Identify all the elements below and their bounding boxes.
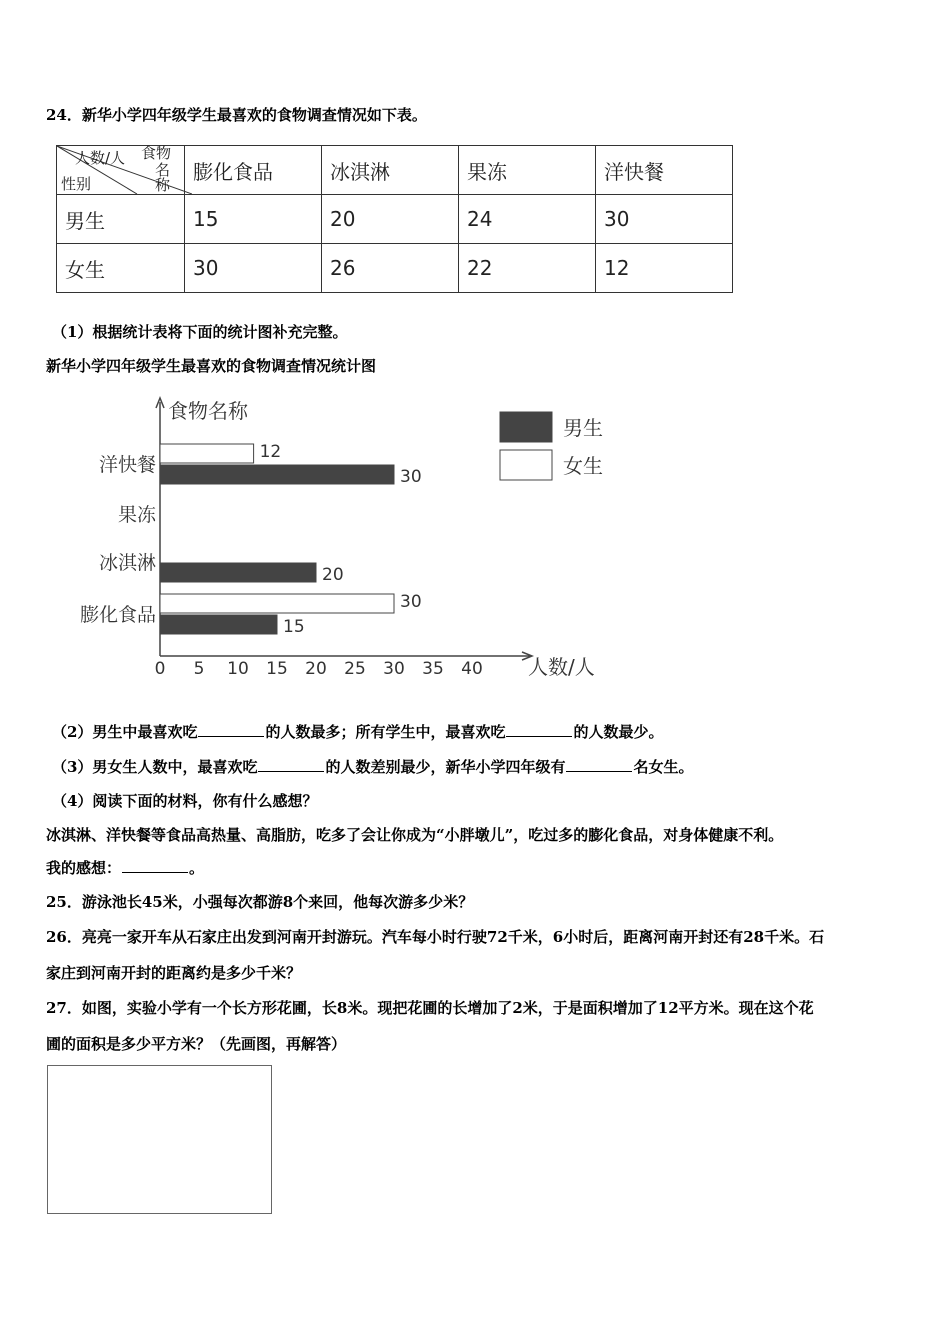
answer-blank[interactable] — [122, 858, 188, 873]
table-cell: 26 — [322, 244, 459, 293]
table-header-cell: 洋快餐 — [596, 146, 733, 195]
corner-label-count: 人数/人 — [75, 149, 126, 167]
bar-chart — [60, 390, 620, 690]
part-2-text-a: （2）男生中最喜欢吃 — [52, 723, 198, 741]
drawing-answer-box[interactable] — [47, 1065, 272, 1214]
my-feeling-line — [46, 857, 204, 878]
x-tick-label: 20 — [305, 659, 327, 679]
x-tick-label: 0 — [154, 659, 166, 679]
table-row-label: 女生 — [57, 244, 185, 293]
x-axis-label: 人数/人 — [528, 655, 595, 679]
answer-blank[interactable] — [506, 722, 572, 737]
part-3-text-c: 名女生。 — [633, 758, 694, 776]
question-24-part-4: （4）阅读下面的材料，你有什么感想？ — [52, 792, 318, 810]
part-2-text-c: 的人数最少。 — [573, 723, 664, 741]
table-header-row — [57, 146, 733, 195]
legend-label: 男生 — [563, 416, 603, 440]
answer-blank[interactable] — [198, 722, 264, 737]
table-cell: 15 — [185, 195, 322, 244]
survey-table — [56, 145, 733, 293]
bar-boys — [160, 563, 316, 582]
table-row-boys — [57, 195, 733, 244]
category-label: 果冻 — [117, 504, 156, 526]
x-tick-label: 10 — [227, 659, 249, 679]
table-cell: 12 — [596, 244, 733, 293]
question-26-line-1: 26．亮亮一家开车从石家庄出发到河南开封游玩。汽车每小时行驶72千米，6小时后，距离河南开封还有28千米。石 — [46, 928, 825, 946]
table-row-label: 男生 — [57, 195, 185, 244]
table-cell: 30 — [185, 244, 322, 293]
question-24-part-1: （1）根据统计表将下面的统计图补充完整。 — [52, 323, 348, 341]
category-label: 洋快餐 — [98, 454, 156, 476]
category-label: 膨化食品 — [79, 604, 156, 626]
category-label: 冰淇淋 — [98, 552, 156, 574]
table-cell: 22 — [459, 244, 596, 293]
question-27-line-1: 27．如图，实验小学有一个长方形花圃，长8米。现把花圃的长增加了2米，于是面积增加了12平方米。现在这个花 — [46, 999, 814, 1017]
corner-label-food: 食物 — [141, 144, 172, 162]
table-header-cell: 冰淇淋 — [322, 146, 459, 195]
table-header-cell: 果冻 — [459, 146, 596, 195]
table-cell: 20 — [322, 195, 459, 244]
chart-caption: 新华小学四年级学生最喜欢的食物调查情况统计图 — [46, 357, 377, 375]
x-tick-label: 30 — [383, 659, 405, 679]
table-cell: 24 — [459, 195, 596, 244]
bar-boys — [160, 465, 394, 484]
bar-value-label: 30 — [400, 467, 422, 487]
question-25: 25．游泳池长45米，小强每次都游8个来回，他每次游多少米？ — [46, 893, 474, 911]
x-tick-label: 35 — [422, 659, 444, 679]
part-3-text-b: 的人数差别最少，新华小学四年级有 — [325, 758, 566, 776]
x-tick-label: 15 — [266, 659, 288, 679]
feeling-label: 我的感想： — [46, 859, 122, 877]
question-24-title: 24．新华小学四年级学生最喜欢的食物调查情况如下表。 — [46, 106, 427, 124]
table-cell: 30 — [596, 195, 733, 244]
answer-blank[interactable] — [258, 757, 324, 772]
bar-value-label: 30 — [400, 592, 422, 612]
question-24-part-3 — [52, 756, 693, 777]
bar-boys — [160, 615, 277, 634]
question-26-line-2: 家庄到河南开封的距离约是多少千米？ — [46, 964, 302, 982]
bar-value-label: 12 — [259, 442, 282, 462]
legend-label: 女生 — [563, 454, 603, 478]
table-header-cell: 膨化食品 — [185, 146, 322, 195]
x-tick-label: 25 — [344, 659, 366, 679]
bar-girls — [160, 594, 394, 613]
bar-girls — [160, 444, 254, 463]
feeling-end: 。 — [189, 859, 205, 877]
table-row-girls — [57, 244, 733, 293]
legend-swatch-boys — [500, 412, 552, 442]
y-axis-label: 食物名称 — [168, 399, 248, 423]
legend-swatch-girls — [500, 450, 552, 480]
x-tick-label: 5 — [193, 659, 205, 679]
part-2-text-b: 的人数最多；所有学生中，最喜欢吃 — [265, 723, 506, 741]
question-27-line-2: 圃的面积是多少平方米？（先画图，再解答） — [46, 1035, 347, 1053]
bar-value-label: 15 — [283, 617, 305, 637]
table-corner-cell — [57, 146, 185, 195]
question-24-part-2 — [52, 721, 663, 742]
corner-label-name: 名称 — [155, 161, 171, 194]
part-3-text-a: （3）男女生人数中，最喜欢吃 — [52, 758, 258, 776]
answer-blank[interactable] — [566, 757, 632, 772]
bar-value-label: 20 — [322, 565, 344, 585]
corner-label-gender: 性别 — [61, 175, 92, 193]
reading-material: 冰淇淋、洋快餐等食品高热量、高脂肪，吃多了会让你成为“小胖墩儿”，吃过多的膨化食品，对身体健康不利。 — [46, 826, 784, 844]
x-tick-label: 40 — [461, 659, 483, 679]
